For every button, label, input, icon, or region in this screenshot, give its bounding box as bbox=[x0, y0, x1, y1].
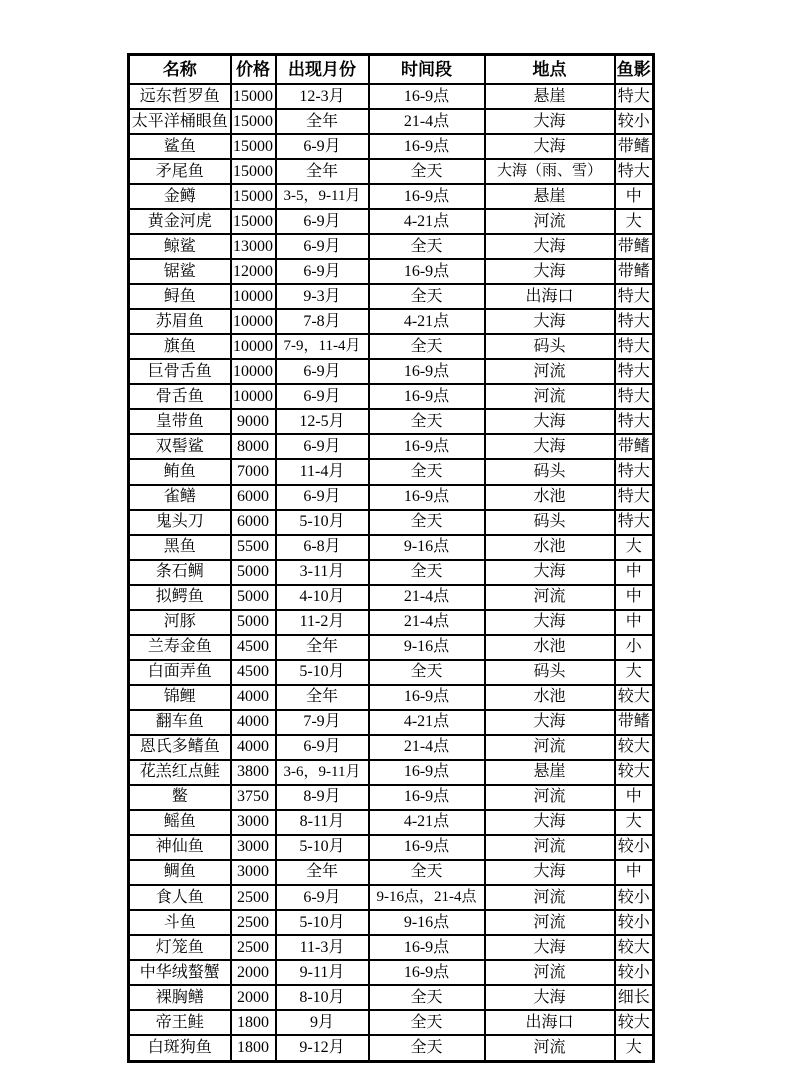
cell-location: 大海 bbox=[485, 710, 615, 735]
cell-time: 16-9点 bbox=[369, 384, 485, 409]
cell-time: 21-4点 bbox=[369, 585, 485, 610]
cell-time: 全天 bbox=[369, 510, 485, 535]
cell-shadow: 带鳍 bbox=[615, 134, 654, 159]
cell-price: 15000 bbox=[231, 84, 276, 109]
cell-name: 骨舌鱼 bbox=[129, 384, 231, 409]
table-row bbox=[129, 84, 654, 109]
cell-price: 15000 bbox=[231, 159, 276, 184]
cell-months: 9-3月 bbox=[276, 284, 369, 309]
cell-time: 4-21点 bbox=[369, 810, 485, 835]
cell-location: 悬崖 bbox=[485, 760, 615, 785]
cell-location: 大海 bbox=[485, 309, 615, 334]
table-row bbox=[129, 760, 654, 785]
cell-months: 6-8月 bbox=[276, 535, 369, 560]
table-row bbox=[129, 635, 654, 660]
cell-name: 鲟鱼 bbox=[129, 284, 231, 309]
cell-name: 斗鱼 bbox=[129, 910, 231, 935]
table-row bbox=[129, 485, 654, 510]
cell-price: 1800 bbox=[231, 1035, 276, 1061]
cell-time: 16-9点 bbox=[369, 359, 485, 384]
cell-time: 16-9点 bbox=[369, 785, 485, 810]
cell-name: 鳖 bbox=[129, 785, 231, 810]
cell-time: 16-9点 bbox=[369, 760, 485, 785]
cell-price: 10000 bbox=[231, 384, 276, 409]
cell-time: 16-9点 bbox=[369, 184, 485, 209]
cell-price: 3800 bbox=[231, 760, 276, 785]
cell-months: 9月 bbox=[276, 1010, 369, 1035]
cell-shadow: 中 bbox=[615, 860, 654, 885]
cell-price: 2500 bbox=[231, 935, 276, 960]
cell-time: 全天 bbox=[369, 459, 485, 484]
cell-shadow: 较大 bbox=[615, 735, 654, 760]
cell-price: 4000 bbox=[231, 685, 276, 710]
cell-location: 河流 bbox=[485, 960, 615, 985]
cell-location: 大海 bbox=[485, 134, 615, 159]
cell-location: 水池 bbox=[485, 485, 615, 510]
cell-name: 鬼头刀 bbox=[129, 510, 231, 535]
cell-price: 4000 bbox=[231, 710, 276, 735]
cell-location: 河流 bbox=[485, 1035, 615, 1061]
cell-price: 4500 bbox=[231, 635, 276, 660]
cell-months: 全年 bbox=[276, 860, 369, 885]
cell-months: 12-3月 bbox=[276, 84, 369, 109]
cell-time: 16-9点 bbox=[369, 685, 485, 710]
cell-name: 鲸鲨 bbox=[129, 234, 231, 259]
cell-time: 9-16点，21-4点 bbox=[369, 885, 485, 910]
cell-price: 2000 bbox=[231, 985, 276, 1010]
cell-price: 6000 bbox=[231, 510, 276, 535]
cell-months: 8-10月 bbox=[276, 985, 369, 1010]
column-header-shadow: 鱼影 bbox=[615, 55, 654, 85]
cell-shadow: 较小 bbox=[615, 885, 654, 910]
cell-months: 6-9月 bbox=[276, 259, 369, 284]
cell-time: 9-16点 bbox=[369, 635, 485, 660]
cell-time: 16-9点 bbox=[369, 485, 485, 510]
cell-name: 巨骨舌鱼 bbox=[129, 359, 231, 384]
cell-shadow: 特大 bbox=[615, 309, 654, 334]
cell-location: 大海 bbox=[485, 409, 615, 434]
column-header-name: 名称 bbox=[129, 55, 231, 85]
cell-months: 6-9月 bbox=[276, 735, 369, 760]
cell-shadow: 较大 bbox=[615, 935, 654, 960]
cell-price: 4000 bbox=[231, 735, 276, 760]
cell-time: 16-9点 bbox=[369, 259, 485, 284]
cell-location: 河流 bbox=[485, 384, 615, 409]
cell-shadow: 特大 bbox=[615, 459, 654, 484]
cell-months: 4-10月 bbox=[276, 585, 369, 610]
table-row bbox=[129, 134, 654, 159]
cell-location: 大海 bbox=[485, 935, 615, 960]
table-row bbox=[129, 685, 654, 710]
cell-months: 9-11月 bbox=[276, 960, 369, 985]
cell-shadow: 特大 bbox=[615, 384, 654, 409]
cell-name: 雀鳝 bbox=[129, 485, 231, 510]
cell-months: 全年 bbox=[276, 685, 369, 710]
table-row bbox=[129, 109, 654, 134]
cell-name: 鲨鱼 bbox=[129, 134, 231, 159]
cell-time: 4-21点 bbox=[369, 710, 485, 735]
table-row bbox=[129, 785, 654, 810]
cell-shadow: 带鳍 bbox=[615, 234, 654, 259]
cell-months: 7-9，11-4月 bbox=[276, 334, 369, 359]
cell-name: 食人鱼 bbox=[129, 885, 231, 910]
cell-name: 鲷鱼 bbox=[129, 860, 231, 885]
cell-shadow: 较小 bbox=[615, 835, 654, 860]
cell-name: 白面弄鱼 bbox=[129, 660, 231, 685]
table-row bbox=[129, 184, 654, 209]
cell-location: 河流 bbox=[485, 910, 615, 935]
cell-months: 6-9月 bbox=[276, 134, 369, 159]
cell-shadow: 较小 bbox=[615, 910, 654, 935]
cell-location: 水池 bbox=[485, 535, 615, 560]
table-row bbox=[129, 835, 654, 860]
cell-shadow: 中 bbox=[615, 785, 654, 810]
cell-shadow: 中 bbox=[615, 585, 654, 610]
cell-months: 8-11月 bbox=[276, 810, 369, 835]
cell-price: 2500 bbox=[231, 910, 276, 935]
cell-price: 15000 bbox=[231, 209, 276, 234]
table-row bbox=[129, 434, 654, 459]
cell-name: 黑鱼 bbox=[129, 535, 231, 560]
table-row bbox=[129, 960, 654, 985]
cell-shadow: 特大 bbox=[615, 485, 654, 510]
cell-location: 大海 bbox=[485, 434, 615, 459]
cell-months: 6-9月 bbox=[276, 234, 369, 259]
column-header-time: 时间段 bbox=[369, 55, 485, 85]
cell-shadow: 大 bbox=[615, 810, 654, 835]
cell-name: 锯鲨 bbox=[129, 259, 231, 284]
cell-location: 水池 bbox=[485, 635, 615, 660]
table-row bbox=[129, 359, 654, 384]
cell-shadow: 中 bbox=[615, 184, 654, 209]
cell-time: 9-16点 bbox=[369, 910, 485, 935]
cell-name: 帝王鲑 bbox=[129, 1010, 231, 1035]
table-row bbox=[129, 985, 654, 1010]
cell-price: 10000 bbox=[231, 284, 276, 309]
cell-price: 8000 bbox=[231, 434, 276, 459]
cell-shadow: 较大 bbox=[615, 1010, 654, 1035]
cell-time: 全天 bbox=[369, 284, 485, 309]
cell-location: 河流 bbox=[485, 209, 615, 234]
cell-price: 15000 bbox=[231, 134, 276, 159]
cell-shadow: 带鳍 bbox=[615, 434, 654, 459]
cell-price: 15000 bbox=[231, 184, 276, 209]
cell-location: 大海（雨、雪） bbox=[485, 159, 615, 184]
cell-location: 大海 bbox=[485, 109, 615, 134]
cell-price: 4500 bbox=[231, 660, 276, 685]
cell-months: 5-10月 bbox=[276, 835, 369, 860]
cell-location: 大海 bbox=[485, 810, 615, 835]
cell-price: 3000 bbox=[231, 835, 276, 860]
cell-name: 条石鲷 bbox=[129, 560, 231, 585]
table-row bbox=[129, 384, 654, 409]
cell-shadow: 大 bbox=[615, 660, 654, 685]
table-row bbox=[129, 510, 654, 535]
cell-shadow: 较大 bbox=[615, 685, 654, 710]
cell-name: 中华绒螯蟹 bbox=[129, 960, 231, 985]
cell-location: 河流 bbox=[485, 359, 615, 384]
cell-months: 3-11月 bbox=[276, 560, 369, 585]
cell-months: 11-2月 bbox=[276, 610, 369, 635]
cell-shadow: 特大 bbox=[615, 510, 654, 535]
cell-shadow: 大 bbox=[615, 209, 654, 234]
cell-location: 河流 bbox=[485, 735, 615, 760]
cell-price: 2500 bbox=[231, 885, 276, 910]
cell-time: 16-9点 bbox=[369, 960, 485, 985]
cell-location: 悬崖 bbox=[485, 184, 615, 209]
cell-shadow: 大 bbox=[615, 1035, 654, 1061]
cell-name: 白斑狗鱼 bbox=[129, 1035, 231, 1061]
cell-location: 大海 bbox=[485, 610, 615, 635]
cell-months: 6-9月 bbox=[276, 485, 369, 510]
cell-location: 河流 bbox=[485, 885, 615, 910]
cell-location: 出海口 bbox=[485, 284, 615, 309]
cell-name: 黄金河虎 bbox=[129, 209, 231, 234]
table-row bbox=[129, 1010, 654, 1035]
cell-location: 码头 bbox=[485, 660, 615, 685]
table-row bbox=[129, 334, 654, 359]
table-row bbox=[129, 910, 654, 935]
cell-months: 全年 bbox=[276, 109, 369, 134]
cell-location: 大海 bbox=[485, 860, 615, 885]
cell-time: 16-9点 bbox=[369, 835, 485, 860]
cell-months: 3-5，9-11月 bbox=[276, 184, 369, 209]
cell-price: 1800 bbox=[231, 1010, 276, 1035]
cell-name: 花羔红点鲑 bbox=[129, 760, 231, 785]
cell-months: 11-4月 bbox=[276, 459, 369, 484]
cell-months: 8-9月 bbox=[276, 785, 369, 810]
cell-time: 4-21点 bbox=[369, 309, 485, 334]
cell-name: 鳐鱼 bbox=[129, 810, 231, 835]
cell-price: 10000 bbox=[231, 359, 276, 384]
cell-name: 翻车鱼 bbox=[129, 710, 231, 735]
cell-price: 3000 bbox=[231, 810, 276, 835]
cell-months: 6-9月 bbox=[276, 359, 369, 384]
cell-location: 大海 bbox=[485, 259, 615, 284]
table-row bbox=[129, 234, 654, 259]
table-row bbox=[129, 535, 654, 560]
cell-time: 全天 bbox=[369, 1010, 485, 1035]
cell-name: 远东哲罗鱼 bbox=[129, 84, 231, 109]
cell-shadow: 较大 bbox=[615, 760, 654, 785]
cell-months: 12-5月 bbox=[276, 409, 369, 434]
cell-price: 3000 bbox=[231, 860, 276, 885]
cell-name: 恩氏多鳍鱼 bbox=[129, 735, 231, 760]
cell-shadow: 大 bbox=[615, 535, 654, 560]
table-row bbox=[129, 1035, 654, 1061]
cell-time: 全天 bbox=[369, 660, 485, 685]
cell-months: 6-9月 bbox=[276, 384, 369, 409]
table-row bbox=[129, 159, 654, 184]
table-row bbox=[129, 259, 654, 284]
cell-price: 10000 bbox=[231, 334, 276, 359]
table-row bbox=[129, 585, 654, 610]
cell-shadow: 中 bbox=[615, 610, 654, 635]
cell-time: 全天 bbox=[369, 334, 485, 359]
cell-name: 鲔鱼 bbox=[129, 459, 231, 484]
cell-months: 11-3月 bbox=[276, 935, 369, 960]
cell-shadow: 细长 bbox=[615, 985, 654, 1010]
cell-name: 太平洋桶眼鱼 bbox=[129, 109, 231, 134]
cell-location: 大海 bbox=[485, 234, 615, 259]
cell-location: 河流 bbox=[485, 835, 615, 860]
cell-shadow: 带鳍 bbox=[615, 710, 654, 735]
table-body bbox=[129, 84, 654, 1062]
cell-months: 6-9月 bbox=[276, 885, 369, 910]
cell-shadow: 小 bbox=[615, 635, 654, 660]
cell-shadow: 特大 bbox=[615, 409, 654, 434]
cell-location: 大海 bbox=[485, 560, 615, 585]
cell-time: 21-4点 bbox=[369, 610, 485, 635]
cell-time: 21-4点 bbox=[369, 735, 485, 760]
cell-name: 神仙鱼 bbox=[129, 835, 231, 860]
cell-price: 2000 bbox=[231, 960, 276, 985]
cell-name: 双髻鲨 bbox=[129, 434, 231, 459]
table-row bbox=[129, 710, 654, 735]
header-row bbox=[129, 55, 654, 85]
table-row bbox=[129, 309, 654, 334]
cell-time: 全天 bbox=[369, 159, 485, 184]
cell-months: 6-9月 bbox=[276, 434, 369, 459]
cell-shadow: 特大 bbox=[615, 84, 654, 109]
table-row bbox=[129, 409, 654, 434]
cell-shadow: 较小 bbox=[615, 109, 654, 134]
table-row bbox=[129, 860, 654, 885]
cell-months: 3-6，9-11月 bbox=[276, 760, 369, 785]
cell-location: 出海口 bbox=[485, 1010, 615, 1035]
cell-months: 6-9月 bbox=[276, 209, 369, 234]
cell-months: 9-12月 bbox=[276, 1035, 369, 1061]
cell-time: 4-21点 bbox=[369, 209, 485, 234]
table-row bbox=[129, 560, 654, 585]
cell-time: 21-4点 bbox=[369, 109, 485, 134]
table-row bbox=[129, 735, 654, 760]
column-header-price: 价格 bbox=[231, 55, 276, 85]
cell-name: 拟鳄鱼 bbox=[129, 585, 231, 610]
cell-months: 5-10月 bbox=[276, 660, 369, 685]
table-row bbox=[129, 810, 654, 835]
table-row bbox=[129, 209, 654, 234]
column-header-months: 出现月份 bbox=[276, 55, 369, 85]
cell-location: 大海 bbox=[485, 985, 615, 1010]
cell-shadow: 带鳍 bbox=[615, 259, 654, 284]
cell-name: 裸胸鳝 bbox=[129, 985, 231, 1010]
column-header-location: 地点 bbox=[485, 55, 615, 85]
cell-name: 河豚 bbox=[129, 610, 231, 635]
cell-location: 码头 bbox=[485, 459, 615, 484]
cell-name: 皇带鱼 bbox=[129, 409, 231, 434]
cell-time: 全天 bbox=[369, 860, 485, 885]
cell-name: 兰寿金鱼 bbox=[129, 635, 231, 660]
cell-name: 苏眉鱼 bbox=[129, 309, 231, 334]
cell-name: 旗鱼 bbox=[129, 334, 231, 359]
cell-price: 13000 bbox=[231, 234, 276, 259]
cell-location: 河流 bbox=[485, 585, 615, 610]
table-row bbox=[129, 660, 654, 685]
table-header bbox=[129, 55, 654, 85]
cell-name: 锦鲤 bbox=[129, 685, 231, 710]
cell-location: 水池 bbox=[485, 685, 615, 710]
cell-price: 5000 bbox=[231, 560, 276, 585]
table-row bbox=[129, 610, 654, 635]
cell-time: 16-9点 bbox=[369, 935, 485, 960]
cell-name: 灯笼鱼 bbox=[129, 935, 231, 960]
table-row bbox=[129, 885, 654, 910]
cell-price: 3750 bbox=[231, 785, 276, 810]
cell-price: 15000 bbox=[231, 109, 276, 134]
cell-price: 5000 bbox=[231, 585, 276, 610]
cell-price: 9000 bbox=[231, 409, 276, 434]
table-row bbox=[129, 284, 654, 309]
cell-months: 5-10月 bbox=[276, 510, 369, 535]
cell-shadow: 特大 bbox=[615, 334, 654, 359]
cell-shadow: 特大 bbox=[615, 159, 654, 184]
fish-price-table bbox=[127, 53, 655, 1063]
cell-shadow: 特大 bbox=[615, 284, 654, 309]
cell-price: 12000 bbox=[231, 259, 276, 284]
cell-time: 全天 bbox=[369, 985, 485, 1010]
cell-shadow: 特大 bbox=[615, 359, 654, 384]
cell-time: 16-9点 bbox=[369, 84, 485, 109]
cell-shadow: 较小 bbox=[615, 960, 654, 985]
cell-time: 全天 bbox=[369, 560, 485, 585]
cell-time: 全天 bbox=[369, 1035, 485, 1061]
cell-time: 16-9点 bbox=[369, 434, 485, 459]
cell-name: 矛尾鱼 bbox=[129, 159, 231, 184]
cell-location: 码头 bbox=[485, 334, 615, 359]
cell-time: 全天 bbox=[369, 409, 485, 434]
cell-time: 全天 bbox=[369, 234, 485, 259]
cell-location: 码头 bbox=[485, 510, 615, 535]
cell-shadow: 中 bbox=[615, 560, 654, 585]
cell-time: 9-16点 bbox=[369, 535, 485, 560]
table-row bbox=[129, 935, 654, 960]
cell-price: 6000 bbox=[231, 485, 276, 510]
cell-name: 金鳟 bbox=[129, 184, 231, 209]
cell-price: 7000 bbox=[231, 459, 276, 484]
cell-price: 5500 bbox=[231, 535, 276, 560]
cell-location: 河流 bbox=[485, 785, 615, 810]
cell-months: 全年 bbox=[276, 159, 369, 184]
cell-time: 16-9点 bbox=[369, 134, 485, 159]
cell-months: 全年 bbox=[276, 635, 369, 660]
cell-months: 7-8月 bbox=[276, 309, 369, 334]
table-row bbox=[129, 459, 654, 484]
cell-location: 悬崖 bbox=[485, 84, 615, 109]
cell-price: 5000 bbox=[231, 610, 276, 635]
cell-months: 5-10月 bbox=[276, 910, 369, 935]
cell-months: 7-9月 bbox=[276, 710, 369, 735]
cell-price: 10000 bbox=[231, 309, 276, 334]
